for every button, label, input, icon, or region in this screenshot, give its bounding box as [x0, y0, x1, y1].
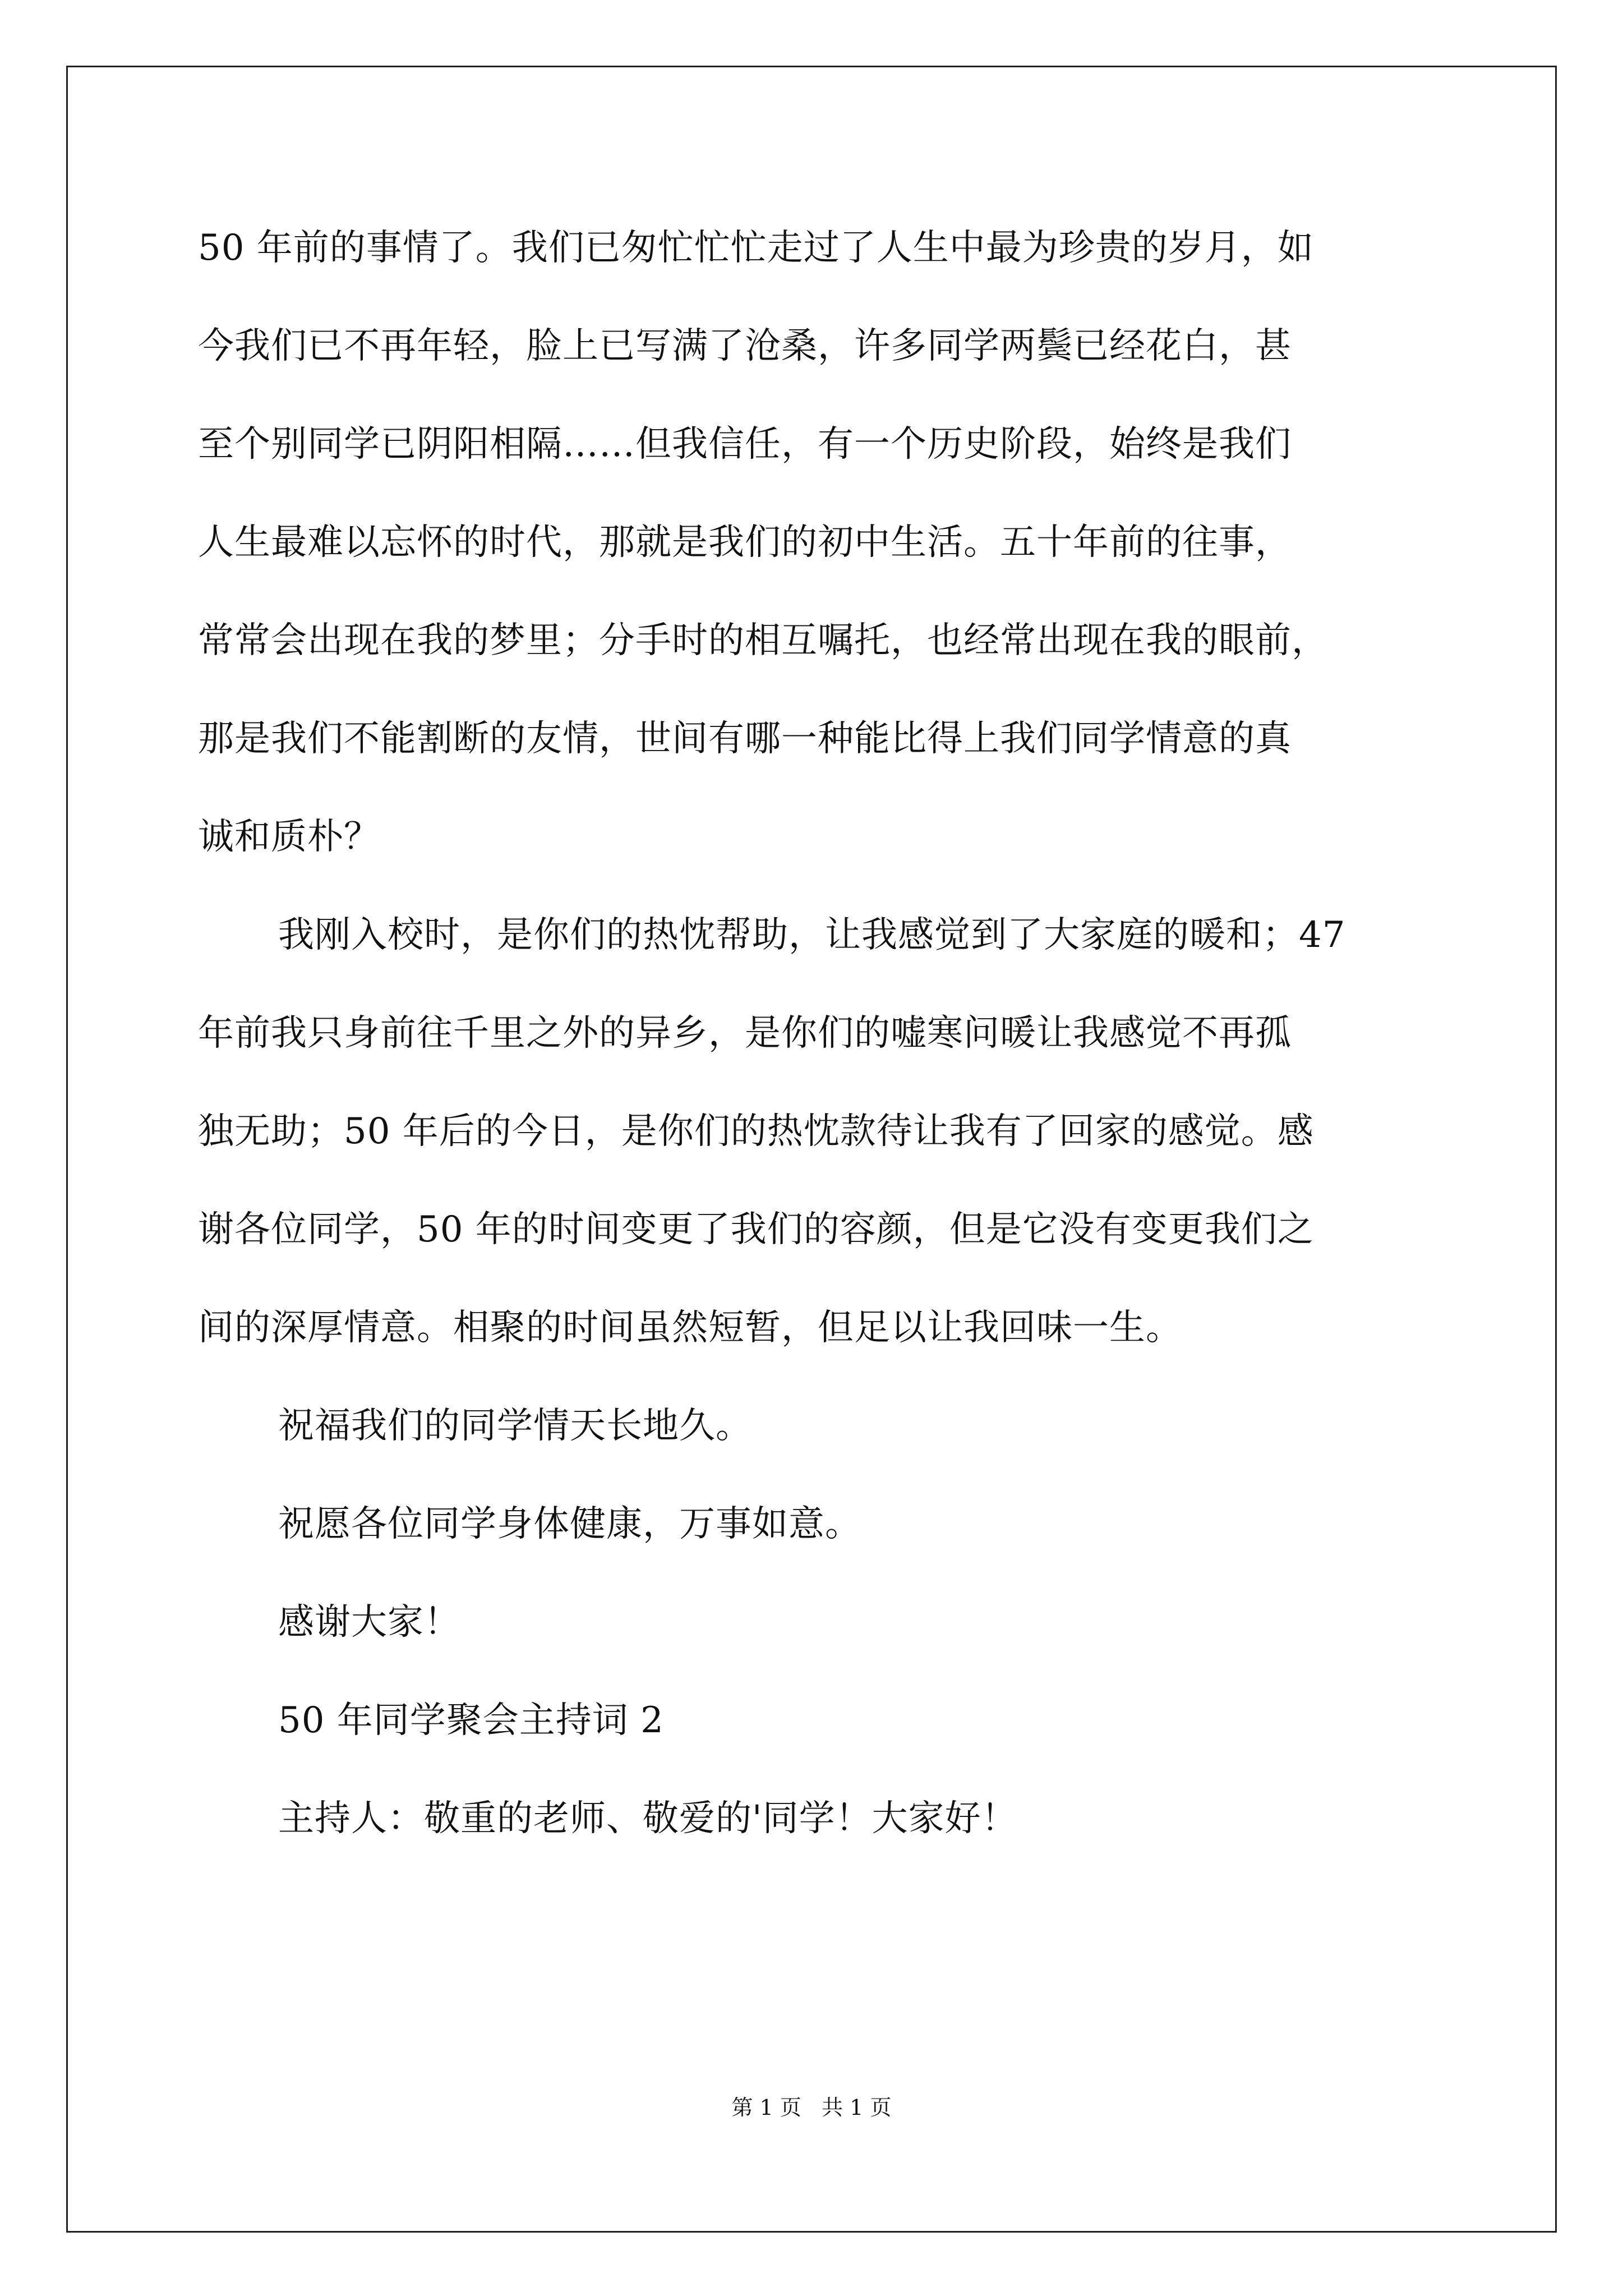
body-line: 人生最难以忘怀的时代，那就是我们的初中生活。五十年前的往事，	[198, 522, 1292, 563]
body-line: 祝愿各位同学身体健康，万事如意。	[278, 1503, 861, 1545]
body-line: 年前我只身前往千里之外的异乡，是你们的嘘寒问暖让我感觉不再孤	[198, 1013, 1292, 1054]
page-footer: 第 1 页 共 1 页	[731, 2095, 892, 2120]
body-line: 50 年前的事情了。我们已匆忙忙忙走过了人生中最为珍贵的岁月，如	[198, 227, 1314, 269]
body-line: 诚和质朴？	[198, 816, 380, 858]
body-line: 主持人：敬重的老师、敬爱的'同学！大家好！	[278, 1798, 1018, 1839]
body-line: 常常会出现在我的梦里；分手时的相互嘱托，也经常出现在我的眼前，	[198, 620, 1328, 661]
section-heading: 50 年同学聚会主持词 2	[278, 1700, 664, 1741]
body-line: 谢各位同学，50 年的时间变更了我们的容颜，但是它没有变更我们之	[198, 1209, 1314, 1250]
body-line: 独无助；50 年后的今日，是你们的热忱款待让我有了回家的感觉。感	[198, 1111, 1314, 1152]
body-line: 我刚入校时，是你们的热忱帮助，让我感觉到了大家庭的暖和；47	[278, 914, 1346, 956]
body-line: 那是我们不能割断的友情，世间有哪一种能比得上我们同学情意的真	[198, 718, 1292, 760]
body-line: 至个别同学已阴阳相隔……但我信任，有一个历史阶段，始终是我们	[198, 424, 1292, 465]
body-line: 间的深厚情意。相聚的时间虽然短暂，但足以让我回味一生。	[198, 1307, 1182, 1349]
body-line: 感谢大家！	[278, 1602, 460, 1643]
body-line: 祝福我们的同学情天长地久。	[278, 1405, 752, 1447]
body-line: 今我们已不再年轻，脸上已写满了沧桑，许多同学两鬓已经花白，甚	[198, 325, 1292, 367]
